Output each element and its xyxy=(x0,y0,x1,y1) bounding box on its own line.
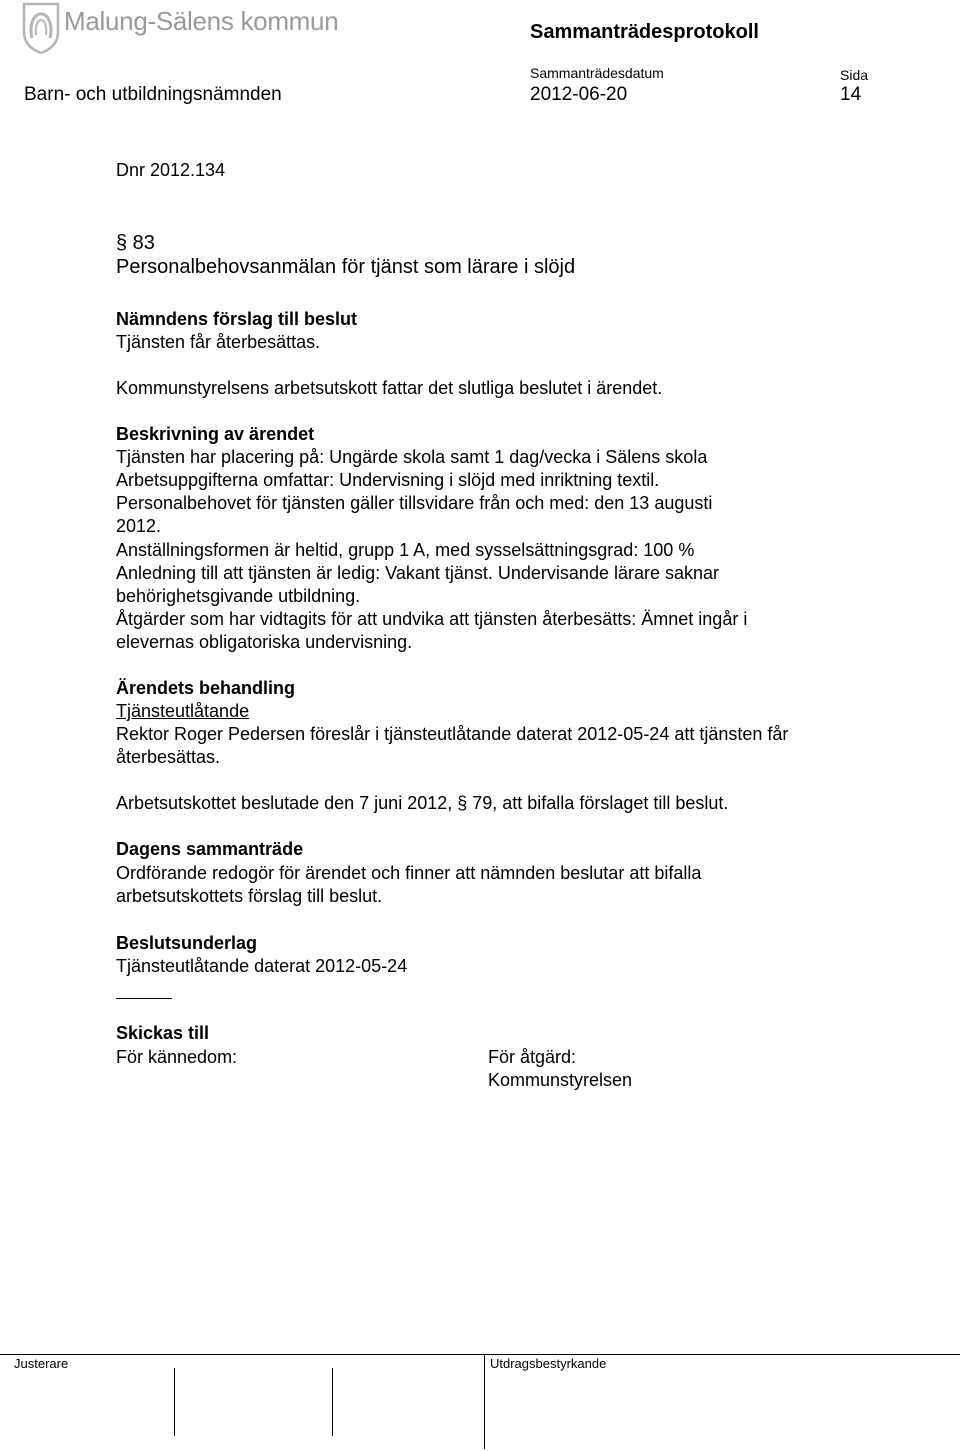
distribution-heading: Skickas till xyxy=(116,1023,210,1043)
description-line: Personalbehovet för tjänsten gäller tillsvidare från och med: den 13 augusti xyxy=(116,493,713,513)
footer-rule xyxy=(0,1354,960,1355)
proposal-line: Kommunstyrelsens arbetsutskott fattar det slutliga beslutet i ärendet. xyxy=(116,378,663,398)
meeting-line: Ordförande redogör för ärendet och finner att nämnden beslutar att bifalla xyxy=(116,863,702,883)
for-action-label: För åtgärd: xyxy=(488,1047,577,1067)
description-line: behörighetsgivande utbildning. xyxy=(116,586,361,606)
organization-name: Malung-Sälens kommun xyxy=(64,6,339,36)
meeting-heading: Dagens sammanträde xyxy=(116,839,304,859)
proposal-heading: Nämndens förslag till beslut xyxy=(116,309,358,329)
signature-box-divider xyxy=(332,1368,333,1436)
basis-item: Tjänsteutlåtande daterat 2012-05-24 xyxy=(116,956,408,976)
extract-certification-label: Utdragsbestyrkande xyxy=(490,1356,607,1371)
handling-line: Rektor Roger Pedersen föreslår i tjänsteutlåtande daterat 2012-05-24 att tjänsten får xyxy=(116,724,789,744)
meeting-date-label: Sammanträdesdatum xyxy=(530,65,664,81)
signature-box-divider xyxy=(484,1355,485,1449)
page-number: 14 xyxy=(840,84,862,105)
action-recipient: Kommunstyrelsen xyxy=(488,1070,633,1090)
description-line: Anställningsformen är heltid, grupp 1 A, med sysselsättningsgrad: 100 % xyxy=(116,540,695,560)
paragraph-number: § 83 xyxy=(116,232,155,254)
meeting-date-value: 2012-06-20 xyxy=(530,84,628,105)
case-title: Personalbehovsanmälan för tjänst som lärare i slöjd xyxy=(116,256,576,278)
description-line: Anledning till att tjänsten är ledig: Vakant tjänst. Undervisande lärare saknar xyxy=(116,563,720,583)
justerare-label: Justerare xyxy=(14,1356,69,1371)
basis-heading: Beslutsunderlag xyxy=(116,933,258,953)
committee-name: Barn- och utbildningsnämnden xyxy=(24,84,282,105)
handling-heading: Ärendets behandling xyxy=(116,678,296,698)
description-heading: Beskrivning av ärendet xyxy=(116,424,315,444)
page-label: Sida xyxy=(840,67,869,83)
proposal-line: Tjänsten får återbesättas. xyxy=(116,332,321,352)
description-line: elevernas obligatoriska undervisning. xyxy=(116,632,413,652)
handling-line: återbesättas. xyxy=(116,747,221,767)
handling-subheading: Tjänsteutlåtande xyxy=(116,701,250,721)
municipality-logo-icon xyxy=(22,2,60,54)
description-line: Arbetsuppgifterna omfattar: Undervisning i slöjd med inriktning textil. xyxy=(116,470,660,490)
description-line: Tjänsten har placering på: Ungärde skola samt 1 dag/vecka i Sälens skola xyxy=(116,447,708,467)
document-type-title: Sammanträdesprotokoll xyxy=(530,21,759,43)
description-line: Åtgärder som har vidtagits för att undvika att tjänsten återbesätts: Ämnet ingår i xyxy=(116,609,748,629)
case-number: Dnr 2012.134 xyxy=(116,160,226,180)
meeting-line: arbetsutskottets förslag till beslut. xyxy=(116,886,383,906)
au-decision-text: Arbetsutskottet beslutade den 7 juni 2012, § 79, att bifalla förslaget till beslut. xyxy=(116,793,729,813)
description-line: 2012. xyxy=(116,516,162,536)
for-information-label: För kännedom: xyxy=(116,1047,238,1067)
separator-line xyxy=(116,998,172,999)
signature-box-divider xyxy=(174,1368,175,1436)
